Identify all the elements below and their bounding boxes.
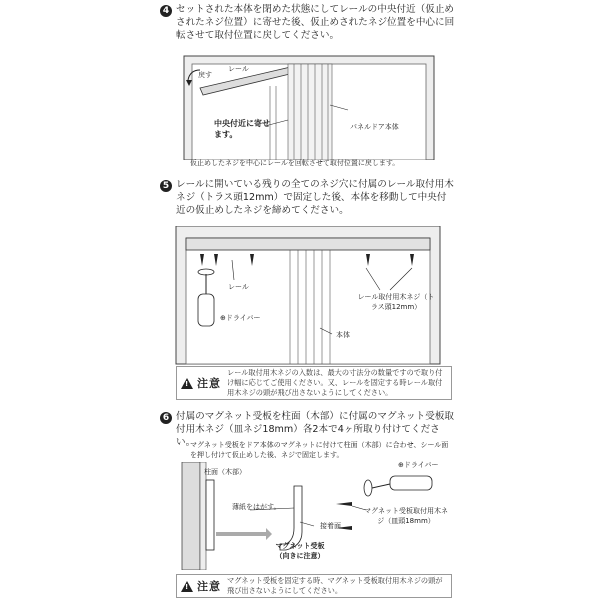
step-5-rail-label: レール [228, 283, 249, 291]
step-6-subtext: マグネット受板をドア本体のマグネットに付けて柱面（木部）に合わせ、シール面を押し付けて仮止めした後、ネジで固定します。 [190, 441, 449, 459]
door-body-label: パネルドア本体 [350, 123, 399, 131]
center-label: 中央付近に寄せます。 [214, 119, 270, 139]
magnet-plate-label: マグネット受板（向きに注意） [275, 542, 325, 560]
step-4-illustration [170, 50, 450, 160]
peel-label: 薄紙をはがす。 [232, 503, 281, 511]
caution-box-2 [176, 574, 452, 598]
caution-title-2: ! 注意 [177, 578, 227, 594]
return-label: 戻す [198, 71, 212, 79]
caution-title-1: ! 注意 [177, 375, 227, 391]
step-6-screw-label: マグネット受板取付用木ネジ（皿頭18mm） [364, 507, 448, 525]
step-6-number: 6 [160, 412, 172, 424]
warning-icon [181, 581, 193, 592]
step-5-instruction: レールに開いている残りの全てのネジ穴に付属のレール取付用木ネジ（トラス頭12mm）で固定した後、本体を移動して中央付近の仮止めしたネジを締めてください。 [176, 179, 454, 216]
contact-surface-label: 接着面 [320, 522, 341, 530]
caution-text-2: マグネット受板を固定する時、マグネット受板取付用木ネジの頭が飛び出さないようにしてください。 [227, 576, 443, 595]
step-4-instruction: セットされた本体を閉めた状態にしてレールの中央付近（仮止めされたネジ位置）に寄せた後、仮止めされたネジ位置を中心に回転させて取付位置に戻してください。 [176, 4, 455, 41]
pillar-label: 柱面（木部） [204, 468, 246, 476]
step-5-screw-label: レール取付用木ネジ（トラス頭12mm） [357, 293, 435, 311]
caution-box-1 [176, 366, 452, 400]
warning-icon [181, 378, 193, 389]
step-5-screwdriver-label: ⊕ドライバー [220, 314, 261, 322]
step-4-number: 4 [160, 5, 172, 17]
step-5-number: 5 [160, 180, 172, 192]
caution-text-1: レール取付用木ネジの入数は、最大の寸法分の数量ですので取り付け幅に応じてご使用ください。又、レールを固定する時レール取付用木ネジの頭が飛び出さないようにしてください。 [227, 368, 443, 397]
rail-label: レール [228, 65, 249, 73]
step-6-instruction: 付属のマグネット受板を柱面（木部）に付属のマグネット受板取付用木ネジ（皿ネジ18mm）各2本で4ヶ所取り付けてください。 [176, 411, 455, 448]
step-4-caption: 仮止めしたネジを中心にレールを回転させて取付位置に戻します。 [190, 159, 400, 167]
step-6-screwdriver-label: ⊕ドライバー [398, 461, 439, 469]
step-5-body-label: 本体 [336, 331, 350, 339]
